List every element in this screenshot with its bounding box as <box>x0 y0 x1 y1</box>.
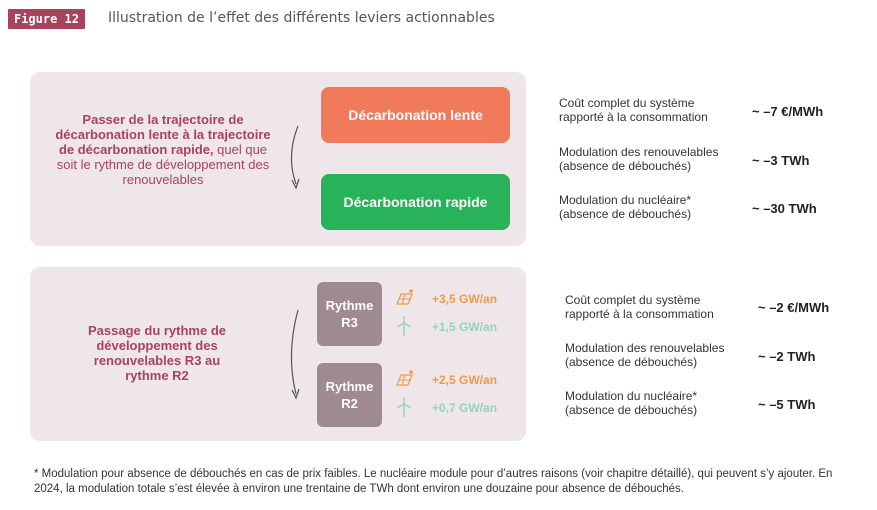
r3-solar-rate: +3,5 GW/an <box>432 292 498 306</box>
rythme-r2-line2: R2 <box>341 396 358 411</box>
lever1-metric-value: ~ –7 €/MWh <box>752 104 824 119</box>
rythme-r3-line2: R3 <box>341 315 358 330</box>
lever1-metric-label: Modulation des renouvelables (absence de débouchés) <box>559 145 719 173</box>
lever1-description <box>48 112 278 187</box>
lever1-text-bold: Passer de la trajectoire de décarbonation lente à la trajectoire de décarbonation rapide, <box>55 112 271 157</box>
wind-turbine-icon <box>395 396 413 418</box>
rythme-r3-line1: Rythme <box>325 298 374 313</box>
footnote: * Modulation pour absence de débouchés en cas de prix faibles. Le nucléaire module pour d’autres raisons (voir chapitre détaillé), qui peuvent s’y ajouter. En 2024, la modulation totale s’est élevée à environ une trentaine de TWh dont environ une douzaine pour absence de débouchés. <box>34 468 833 495</box>
lever2-metric-label: Coût complet du système rapporté à la consommation <box>565 293 714 321</box>
rythme-r3-box <box>317 282 382 346</box>
lever1-arrow <box>284 122 308 192</box>
lever2-metric-label: Modulation des renouvelables (absence de débouchés) <box>565 341 725 369</box>
lever1-metric-value: ~ –3 TWh <box>752 153 810 168</box>
figure-badge: Figure 12 <box>8 9 85 29</box>
r3-wind-rate: +1,5 GW/an <box>432 320 498 334</box>
r2-wind-rate: +0,7 GW/an <box>432 401 498 415</box>
lever2-metric-value: ~ –2 €/MWh <box>758 300 830 315</box>
lever2-metric-value: ~ –2 TWh <box>758 349 816 364</box>
fast-decarbonation-pill: Décarbonation rapide <box>321 174 510 230</box>
lever1-metric-value: ~ –30 TWh <box>752 201 817 216</box>
lever1-metric-label: Modulation du nucléaire* (absence de débouchés) <box>559 193 692 221</box>
r2-solar-rate: +2,5 GW/an <box>432 373 498 387</box>
lever2-arrow <box>284 306 308 402</box>
lever2-description: Passage du rythme de développement des renouvelables R3 au rythme R2 <box>88 323 226 383</box>
lever2-metric-value: ~ –5 TWh <box>758 397 816 412</box>
lever1-metric-label: Coût complet du système rapporté à la consommation <box>559 96 708 124</box>
lever2-metric-label: Modulation du nucléaire* (absence de débouchés) <box>565 389 698 417</box>
solar-panel-icon <box>394 288 414 306</box>
rythme-r2-box <box>317 363 382 427</box>
figure-title: Illustration de l’effet des différents leviers actionnables <box>108 10 495 26</box>
solar-panel-icon <box>394 369 414 387</box>
rythme-r2-line1: Rythme <box>325 379 374 394</box>
slow-decarbonation-pill: Décarbonation lente <box>321 87 510 143</box>
wind-turbine-icon <box>395 315 413 337</box>
lever1-text-light: quel que soit le rythme de développement des renouvelables <box>56 142 270 187</box>
